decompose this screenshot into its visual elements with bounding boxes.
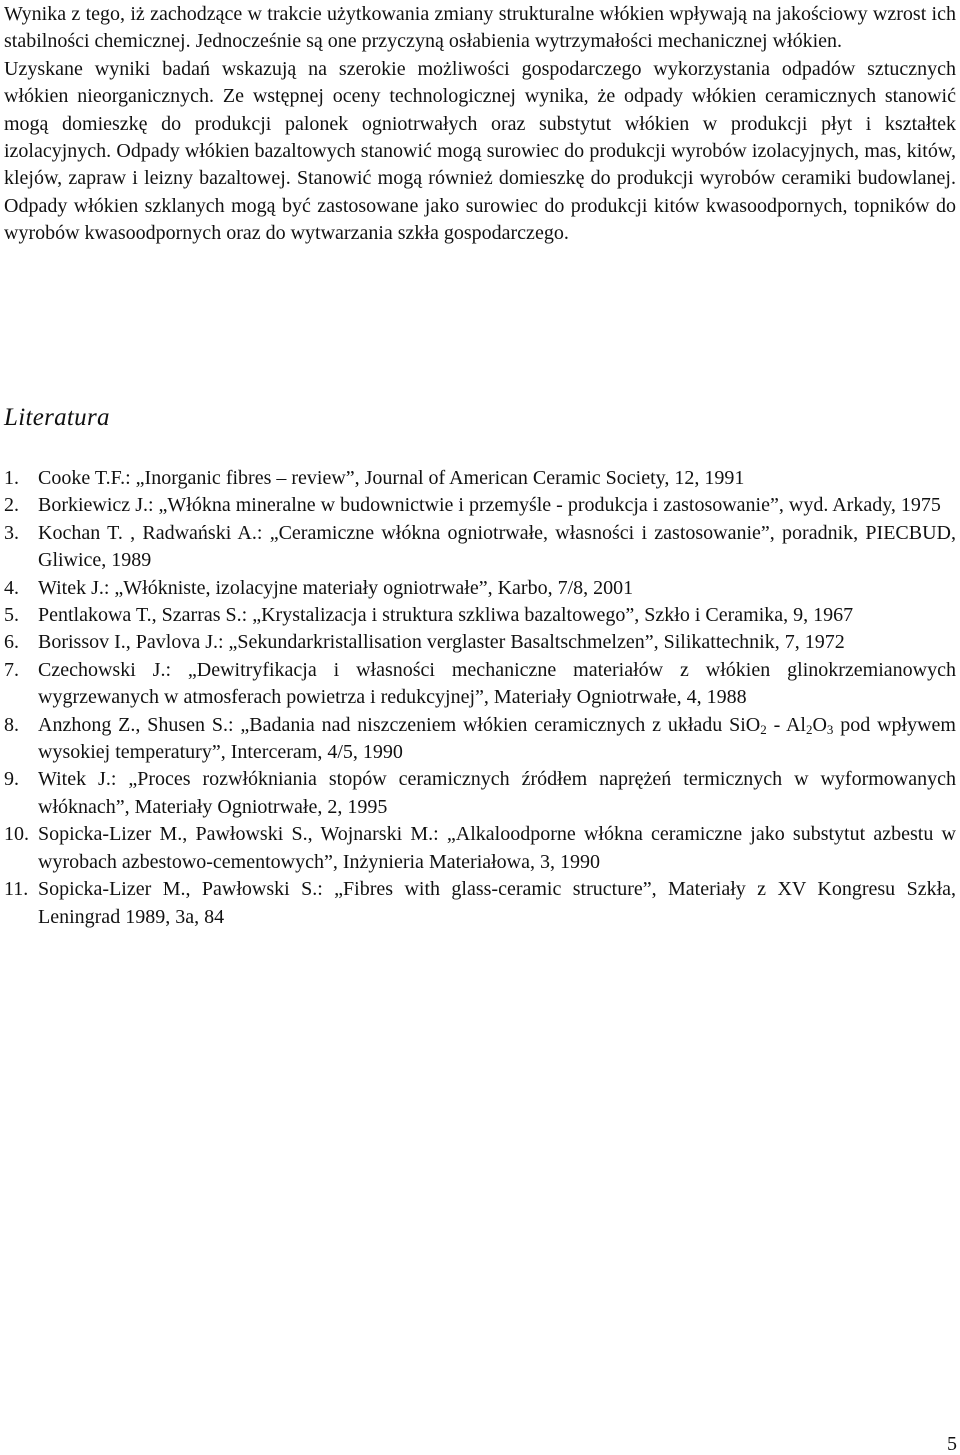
reference-text: Sopicka-Lizer M., Pawłowski S.: „Fibres with glass-ceramic structure”, Materiały z XV Kongresu Szkła, Leningrad 1989, 3a, 84 bbox=[38, 878, 956, 928]
reference-text: Pentlakowa T., Szarras S.: „Krystalizacja i struktura szkliwa bazaltowego”, Szkło i Ceramika, 9, 1967 bbox=[38, 604, 854, 627]
literature-heading: Literatura bbox=[4, 404, 110, 431]
reference-item bbox=[4, 766, 956, 821]
reference-item bbox=[4, 520, 956, 575]
paragraph-waste-use: Uzyskane wyniki badań wskazują na szerokie możliwości gospodarczego wykorzystania odpadów sztucznych włókien nieorganicznych. Ze wstępnej oceny technologicznej wynika, że odpady włókien ceramicznych stanowić mogą domieszkę do produkcji palonek ogniotrwałych oraz substytut włókien w produkcji płyt i kształtek izolacyjnych. Odpady włókien bazaltowych stanowić mogą surowiec do produkcji wyrobów izolacyjnych, mas, kitów, klejów, zapraw i leizny bazaltowej. Stanowić mogą również domieszkę do produkcji wyrobów ceramiki budowlanej. Odpady włókien szklanych mogą być zastosowane jako surowiec do produkcji kitów kwasoodpornych, topników do wyrobów kwasoodpornych oraz do wytwarzania szkła gospodarczego. bbox=[4, 57, 956, 245]
paragraph-conclusion: Wynika z tego, iż zachodzące w trakcie użytkowania zmiany strukturalne włókien wpływają na jakościowy wzrost ich stabilności chemicznej. Jednocześnie są one przyczyną osłabienia wytrzymałości mechanicznej włókien. bbox=[4, 3, 956, 53]
reference-number: 2. bbox=[4, 494, 19, 517]
reference-number: 3. bbox=[4, 521, 19, 544]
reference-item bbox=[4, 876, 956, 931]
reference-text bbox=[38, 714, 956, 763]
reference-text-part: - Al bbox=[766, 713, 806, 736]
reference-item bbox=[4, 629, 956, 656]
reference-text: Witek J.: „Proces rozwłókniania stopów ceramicznych źródłem naprężeń termicznych w wyformowanych włóknach”, Materiały Ogniotrwałe, 2, 1995 bbox=[38, 768, 956, 818]
reference-item bbox=[4, 492, 956, 519]
reference-item bbox=[4, 657, 956, 712]
reference-item bbox=[4, 465, 956, 492]
reference-item bbox=[4, 575, 956, 602]
page-number: 5 bbox=[947, 1433, 957, 1455]
reference-text: Witek J.: „Włókniste, izolacyjne materiały ogniotrwałe”, Karbo, 7/8, 2001 bbox=[38, 576, 634, 599]
reference-text-part: O bbox=[812, 713, 827, 736]
reference-text: Cooke T.F.: „Inorganic fibres – review”, Journal of American Ceramic Society, 12, 1991 bbox=[38, 467, 745, 489]
reference-number: 4. bbox=[4, 576, 19, 599]
reference-text: Borissov I., Pavlova J.: „Sekundarkristallisation verglaster Basaltschmelzen”, Silikattechnik, 7, 1972 bbox=[38, 631, 845, 654]
reference-text: Kochan T. , Radwański A.: „Ceramiczne włókna ogniotrwałe, własności i zastosowanie”, poradnik, PIECBUD, Gliwice, 1989 bbox=[38, 521, 956, 572]
reference-number: 7. bbox=[4, 658, 19, 681]
reference-number: 10. bbox=[4, 823, 29, 846]
subscript: 2 bbox=[760, 721, 767, 737]
reference-item bbox=[4, 712, 956, 767]
reference-number: 8. bbox=[4, 713, 19, 736]
subscript: 2 bbox=[805, 721, 813, 737]
subscript: 3 bbox=[826, 721, 834, 737]
reference-number: 1. bbox=[4, 467, 19, 489]
body-text bbox=[4, 1, 956, 248]
reference-number: 6. bbox=[4, 631, 19, 654]
reference-text-part: pod wpływem wysokiej temperatury”, Interceram, 4/5, 1990 bbox=[38, 713, 956, 764]
reference-number: 5. bbox=[4, 604, 19, 627]
reference-number: 11. bbox=[4, 878, 29, 901]
reference-text-part: Anzhong Z., Shusen S.: „Badania nad niszczeniem włókien ceramicznych z układu SiO bbox=[38, 713, 761, 736]
reference-item bbox=[4, 602, 956, 629]
reference-number: 9. bbox=[4, 768, 19, 791]
reference-text: Czechowski J.: „Dewitryfikacja i własności mechaniczne materiałów z włókien glinokrzemianowych wygrzewanych w atmosferach powietrza i redukcyjnej”, Materiały Ogniotrwałe, 4, 1988 bbox=[38, 658, 956, 709]
reference-item bbox=[4, 821, 956, 876]
reference-list bbox=[4, 465, 956, 931]
reference-text: Sopicka-Lizer M., Pawłowski S., Wojnarski M.: „Alkaloodporne włókna ceramiczne jako substytut azbestu w wyrobach azbestowo-cementowych”, Inżynieria Materiałowa, 3, 1990 bbox=[38, 823, 956, 873]
reference-text: Borkiewicz J.: „Włókna mineralne w budownictwie i przemyśle - produkcja i zastosowanie”, wyd. Arkady, 1975 bbox=[38, 494, 941, 517]
